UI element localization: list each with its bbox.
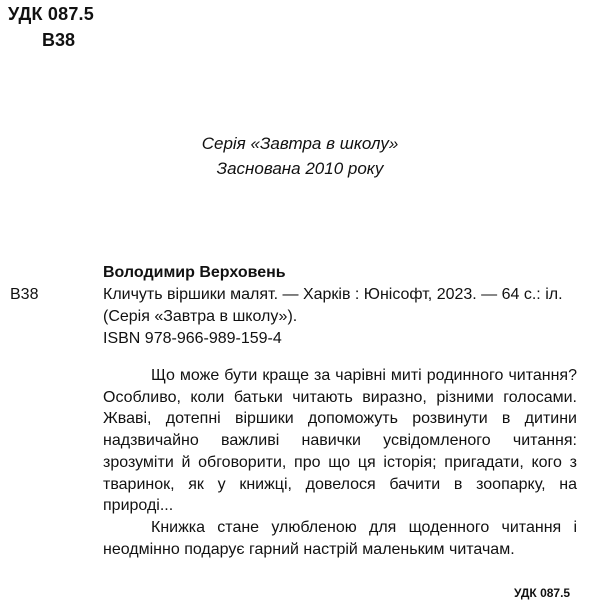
title-line: Кличуть віршики малят. — Харків : Юнісофт, 2023. — 64 с.: іл. xyxy=(103,286,563,303)
biblio-author-code: В38 xyxy=(10,286,39,303)
isbn-line: ISBN 978-966-989-159-4 xyxy=(103,330,282,347)
annotation-paragraph-2: Книжка стане улюбленою для щоденного читання і неодмінно подарує гарний настрій маленьким читачам. xyxy=(103,518,577,558)
author-name: Володимир Верховень xyxy=(103,264,286,281)
author-code-header: В38 xyxy=(42,30,76,50)
annotation xyxy=(103,365,577,560)
series-line: (Серія «Завтра в школу»). xyxy=(103,308,298,325)
series-name: Серія «Завтра в школу» xyxy=(201,134,399,153)
udk-code-header: УДК 087.5 xyxy=(8,4,94,24)
udk-code-footer: УДК 087.5 xyxy=(514,586,571,600)
series-founded: Заснована 2010 року xyxy=(216,159,384,178)
series-info xyxy=(0,131,600,181)
annotation-paragraph-1: Що може бути краще за чарівні миті родинного читання? Особливо, коли батьки читають виразно, різними голосами. Жваві, дотепні віршики допоможуть розвинути в дитини надзвичайно важливі навички усвідомленого читання: зрозуміти й обговорити, про що ця історія; пригадати, кого з тваринок, як у книжці, довелося бачити в зоопарку, на природі... xyxy=(103,367,577,515)
